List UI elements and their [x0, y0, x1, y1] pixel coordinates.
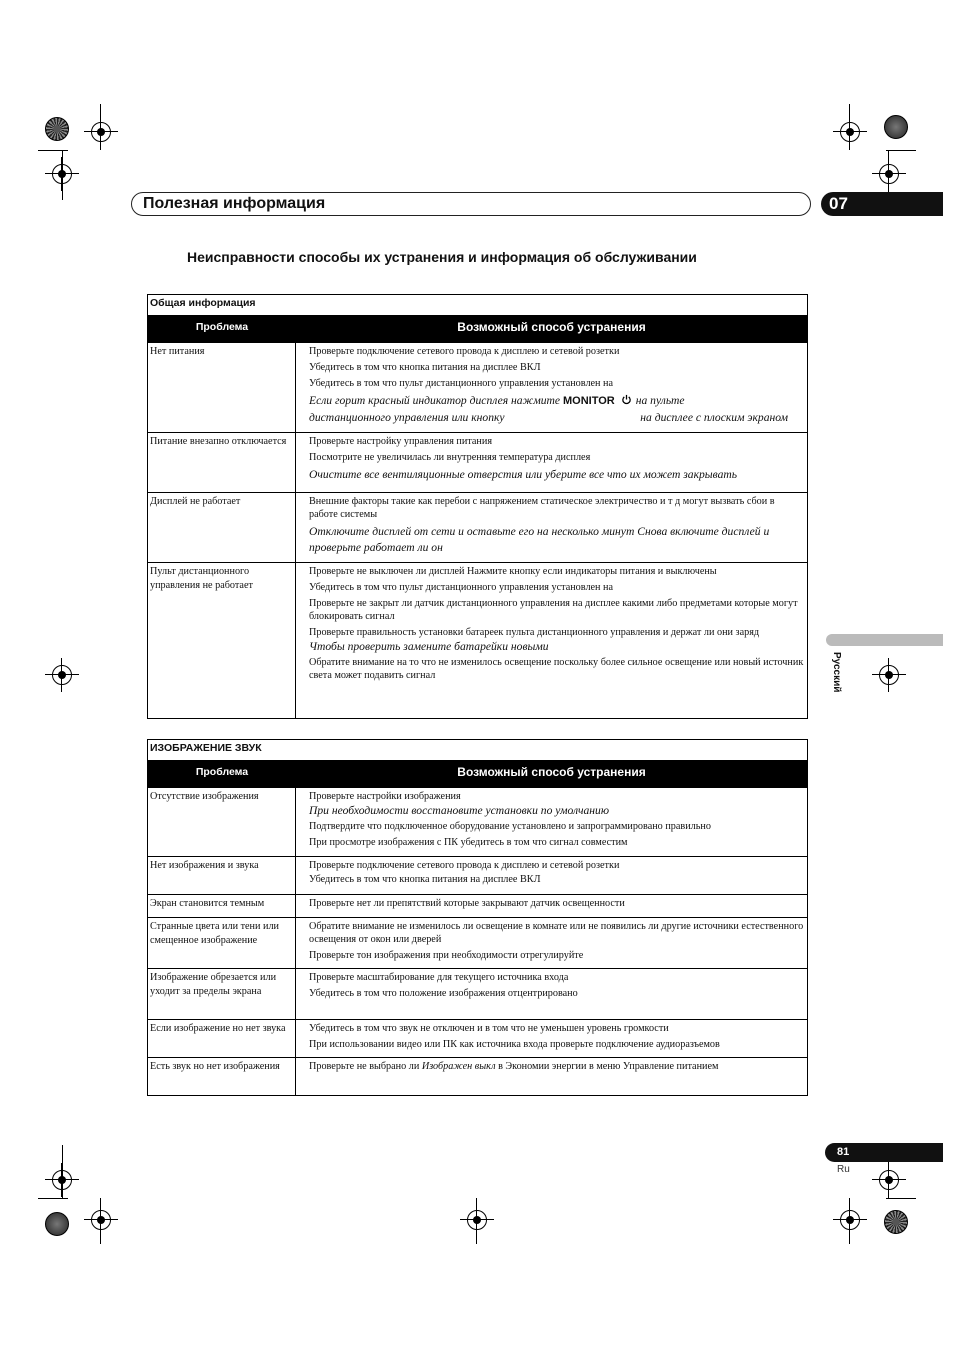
page-number: 81: [825, 1143, 943, 1162]
solution-cell: [296, 1020, 807, 1057]
solution-item: Проверьте настройку управления питания: [309, 436, 493, 447]
crop-line: [476, 1198, 477, 1244]
solution-note: При необходимости восстановите установки по умолчанию: [309, 804, 610, 817]
crosshair-mark-icon: [84, 115, 118, 149]
problem-cell: Если изображение но нет звука: [148, 1020, 296, 1057]
table-row: [148, 562, 807, 718]
language-tab-label: Русский: [831, 652, 842, 693]
table-row: [148, 1057, 807, 1095]
problem-cell: Дисплей не работает: [148, 493, 296, 562]
table-caption: Общая информация: [150, 297, 256, 309]
solution-item: Подтвердите что подключенное оборудование установлено и запрограммировано правильно: [309, 821, 711, 832]
table-row: [148, 917, 807, 968]
solution-item: Обратите внимание на то что не изменилось освещение поскольку более сильное освещение или новый источник света может подавить сигнал: [309, 657, 804, 681]
solution-item: Проверьте нет ли препятствий которые закрывают датчик освещенности: [309, 898, 625, 909]
solution-note: Очистите все вентиляционные отверстия или уберите все что их может закрывать: [309, 468, 738, 481]
crosshair-mark-icon: [872, 1163, 906, 1197]
solution-item: Проверьте подключение сетевого провода к дисплею и сетевой розетки: [309, 346, 620, 357]
solution-item: Убедитесь в том что кнопка питания на дисплее ВКЛ: [309, 874, 541, 885]
solution-item: Убедитесь в том что пульт дистанционного управления установлен на: [309, 582, 614, 593]
solution-cell: [296, 1058, 807, 1095]
table-row: [148, 1019, 807, 1057]
solution-item: Убедитесь в том что звук не отключен и в том что не уменьшен уровень громкости: [309, 1023, 669, 1034]
table-row: [148, 342, 807, 432]
problem-cell: Экран становится темным: [148, 895, 296, 917]
solution-item: Проверьте масштабирование для текущего источника входа: [309, 972, 569, 983]
solution-item: Проверьте не выключен ли дисплей Нажмите кнопку если индикаторы питания и выключены: [309, 566, 717, 577]
section-title: Полезная информация: [143, 195, 326, 212]
solution-cell: [296, 493, 807, 562]
solution-item: При просмотре изображения с ПК убедитесь в том что сигнал совместим: [309, 837, 628, 848]
column-header-solution: Возможный способ устранения: [457, 765, 646, 779]
table-header-row: [148, 760, 807, 787]
solution-cell: [296, 918, 807, 968]
table-row: [148, 856, 807, 894]
solution-item: Обратите внимание не изменилось ли освещение в комнате или не появились ли другие источники естественного освещения от окон или дверей: [309, 921, 804, 945]
crop-line: [62, 1145, 63, 1198]
solution-note: [309, 410, 804, 426]
solution-cell: [296, 857, 807, 894]
table-row: [148, 894, 807, 917]
solution-cell: [296, 343, 807, 432]
note-text: на дисплее с плоским экраном: [640, 411, 788, 424]
note-text: Если горит красный индикатор дисплея нажмите: [309, 394, 561, 407]
language-tab-bar: [826, 634, 943, 646]
crop-line: [62, 150, 63, 200]
registration-disc-bottom-left: [45, 1212, 69, 1236]
crosshair-mark-icon: [84, 1203, 118, 1237]
problem-cell: Странные цвета или тени или смещенное изображение: [148, 918, 296, 968]
solution-item: Проверьте подключение сетевого провода к дисплею и сетевой розетки: [309, 860, 620, 871]
solution-item: Внешние факторы такие как перебои с напряжением статическое электричество и т д могут вызвать сбои в работе системы: [309, 496, 775, 520]
solution-note: Отключите дисплей от сети и оставьте его на несколько минут Снова включите дисплей и проверьте работает ли он: [309, 525, 770, 554]
column-header-problem: Проблема: [195, 766, 249, 778]
crosshair-mark-icon: [833, 1203, 867, 1237]
solution-item: Посмотрите не увеличилась ли внутренняя температура дисплея: [309, 452, 591, 463]
page-heading: Неисправности способы их устранения и информация об обслуживании: [187, 249, 697, 265]
solution-item: Проверьте настройки изображения: [309, 791, 461, 802]
table-row: [148, 787, 807, 856]
solution-item: Проверьте не закрыт ли датчик дистанционного управления на дисплее какими либо предметами которые могут блокировать сигнал: [309, 598, 798, 622]
solution-item: Убедитесь в том что положение изображения отцентрировано: [309, 988, 578, 999]
crop-line: [38, 1198, 68, 1199]
solution-text: в Экономии энергии в меню Управление питанием: [498, 1061, 719, 1072]
crosshair-mark-icon: [833, 115, 867, 149]
solution-note: [309, 393, 804, 409]
problem-cell: Есть звук но нет изображения: [148, 1058, 296, 1095]
table-header-row: [148, 315, 807, 342]
solution-item: Проверьте тон изображения при необходимости отрегулируйте: [309, 950, 584, 961]
solution-cell: [296, 433, 807, 492]
page-language-code: Ru: [837, 1164, 850, 1175]
problem-cell: Пульт дистанционного управления не работает: [148, 563, 296, 718]
problem-cell: Отсутствие изображения: [148, 788, 296, 856]
troubleshooting-table-general: [147, 294, 808, 719]
crosshair-mark-icon: [45, 658, 79, 692]
table-row: [148, 968, 807, 1019]
column-header-problem: Проблема: [195, 321, 249, 333]
problem-cell: Нет питания: [148, 343, 296, 432]
problem-cell: Изображение обрезается или уходит за пределы экрана: [148, 969, 296, 1019]
problem-cell: Питание внезапно отключается: [148, 433, 296, 492]
problem-cell: Нет изображения и звука: [148, 857, 296, 894]
crop-line: [38, 150, 68, 151]
solution-cell: [296, 895, 807, 917]
crop-line: [849, 1198, 850, 1244]
table-row: [148, 492, 807, 562]
solution-note: Чтобы проверить замените батарейки новыми: [309, 640, 549, 653]
crosshair-mark-icon: [460, 1203, 494, 1237]
solution-cell: [296, 969, 807, 1019]
solution-item: Убедитесь в том что кнопка питания на дисплее ВКЛ: [309, 362, 541, 373]
registration-disc-top-left: [45, 117, 69, 141]
troubleshooting-table-picture-sound: [147, 739, 808, 1096]
crop-line: [886, 1198, 916, 1199]
solution-cell: [296, 788, 807, 856]
solution-text: Проверьте не выбрано ли: [309, 1061, 420, 1072]
solution-item: При использовании видео или ПК как источника входа проверьте подключение аудиоразъемов: [309, 1039, 720, 1050]
crop-line: [100, 104, 101, 150]
crosshair-mark-icon: [872, 658, 906, 692]
monitor-button-label: MONITOR: [562, 395, 615, 407]
crop-line: [849, 104, 850, 150]
note-text: на пульте: [635, 394, 685, 407]
solution-item: Убедитесь в том что пульт дистанционного управления установлен на: [309, 378, 614, 389]
crop-line: [100, 1198, 101, 1244]
crosshair-mark-icon: [872, 157, 906, 191]
menu-option-text: Изображен выкл: [421, 1061, 496, 1072]
solution-item: Проверьте правильность установки батареек пульта дистанционного управления и держат ли они заряд: [309, 627, 760, 638]
solution-item: [309, 1060, 804, 1073]
chapter-number-tab: 07: [821, 192, 943, 216]
note-text: дистанционного управления или кнопку: [309, 411, 505, 424]
registration-disc-bottom-right: [884, 1210, 908, 1234]
registration-disc-top-right: [884, 115, 908, 139]
table-row: [148, 432, 807, 492]
table-caption: ИЗОБРАЖЕНИЕ ЗВУК: [150, 742, 262, 754]
power-icon: [621, 394, 632, 405]
crop-line: [886, 150, 916, 151]
column-header-solution: Возможный способ устранения: [457, 320, 646, 334]
solution-cell: [296, 563, 807, 718]
